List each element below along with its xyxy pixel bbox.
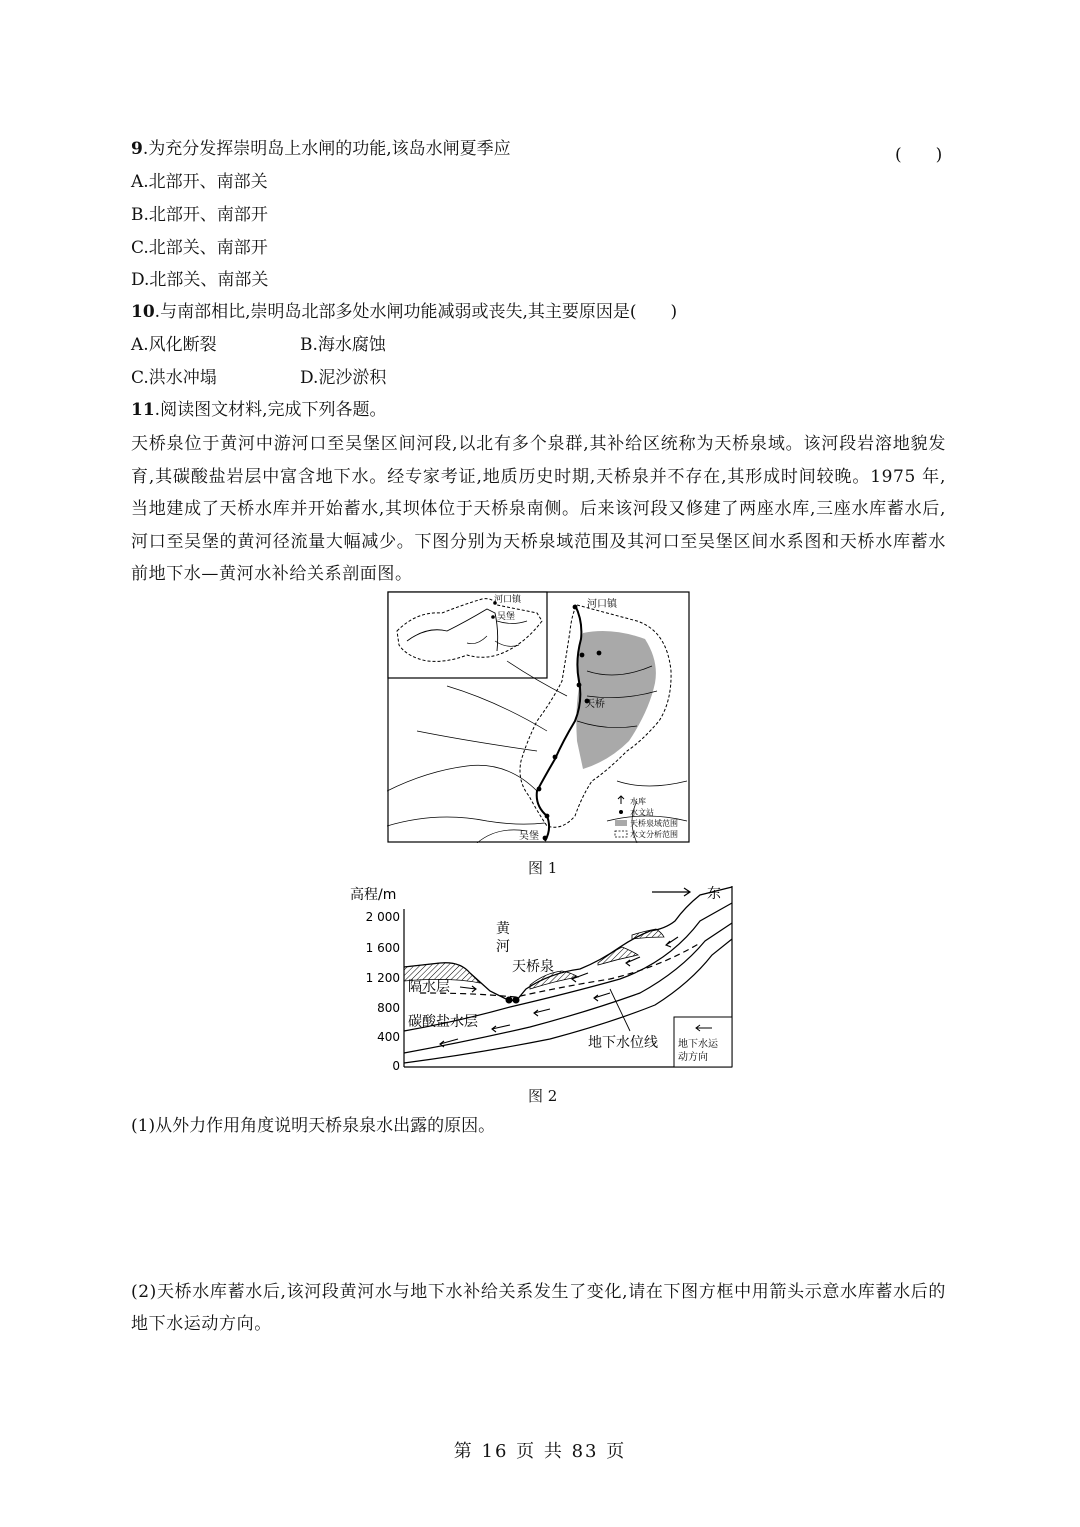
inset-map-frame bbox=[388, 592, 547, 678]
q11-text: .阅读图文材料,完成下列各题。 bbox=[154, 400, 387, 420]
figure-2-caption: 图 2 bbox=[528, 1087, 558, 1105]
q10-option-b: B.海水腐蚀 bbox=[300, 335, 386, 355]
legend-analysis-range: 水文分析范围 bbox=[630, 830, 678, 839]
legend-station: 水文站 bbox=[630, 808, 654, 817]
q10-option-c: C.洪水冲塌 bbox=[131, 368, 217, 388]
ytick-800: 800 bbox=[377, 1001, 400, 1015]
figure-1-map bbox=[387, 591, 690, 843]
label-he: 河 bbox=[496, 939, 510, 955]
legend-spring-domain: 天桥泉域范围 bbox=[630, 819, 678, 828]
label-aquifer: 碳酸盐水层 bbox=[408, 1014, 478, 1030]
label-aquitard: 隔水层 bbox=[408, 979, 450, 995]
fig2-ylabel: 高程/m bbox=[350, 887, 397, 903]
q10-stem bbox=[131, 300, 677, 324]
ytick-400: 400 bbox=[377, 1030, 400, 1044]
fig2-legend-line1: 地下水运 bbox=[678, 1039, 718, 1050]
q11-stem bbox=[131, 398, 386, 422]
q9-answer-paren: ( ) bbox=[895, 145, 943, 165]
label-huang: 黄 bbox=[496, 921, 510, 937]
q11-passage: 天桥泉位于黄河中游河口至吴堡区间河段,以北有多个泉群,其补给区统称为天桥泉域。该河段岩溶地貌发育,其碳酸盐岩层中富含地下水。经专家考证,地质历史时期,天桥泉并不存在,其形成时间较晚。1975 年,当地建成了天桥水库并开始蓄水,其坝体位于天桥泉南侧。后来该河段又修建了两座水库,三座水库蓄水后,河口至吴堡的黄河径流量大幅减少。下图分别为天桥泉域范围及其河口至吴堡区间水系图和天桥水库蓄水前地下水—黄河水补给关系剖面图。 bbox=[131, 434, 946, 584]
inset-label-wubao: 吴堡 bbox=[497, 612, 516, 622]
q9-number: 9 bbox=[131, 139, 143, 159]
inset-label-hekou: 河口镇 bbox=[494, 595, 522, 605]
q10-option-d: D.泥沙淤积 bbox=[300, 368, 387, 388]
page-footer: 第 16 页 共 83 页 bbox=[453, 1441, 627, 1462]
spring-domain-swatch bbox=[615, 820, 627, 826]
q10-number: 10 bbox=[131, 302, 155, 322]
fig2-east-label: 东 bbox=[707, 886, 721, 902]
figure-2-profile bbox=[340, 881, 740, 1073]
station-icon bbox=[619, 810, 623, 814]
q9-text: .为充分发挥崇明岛上水闸的功能,该岛水闸夏季应 bbox=[142, 139, 511, 159]
q10-text: .与南部相比,崇明岛北部多处水闸功能减弱或丧失,其主要原因是( ) bbox=[154, 302, 678, 322]
q11-number: 11 bbox=[131, 400, 155, 420]
q9-option-a: A.北部开、南部关 bbox=[131, 172, 268, 192]
q11-sub2: (2)天桥水库蓄水后,该河段黄河水与地下水补给关系发生了变化,请在下图方框中用箭头示意水库蓄水后的地下水运动方向。 bbox=[131, 1282, 946, 1334]
label-water-table: 地下水位线 bbox=[588, 1035, 658, 1051]
figure-1-caption: 图 1 bbox=[528, 859, 558, 877]
label-tianqiao: 天桥 bbox=[585, 699, 605, 710]
q11-sub1: (1)从外力作用角度说明天桥泉泉水出露的原因。 bbox=[131, 1116, 496, 1136]
ytick-0: 0 bbox=[392, 1059, 400, 1073]
legend-reservoir: 水库 bbox=[630, 797, 646, 806]
q10-option-a: A.风化断裂 bbox=[131, 335, 217, 355]
q9-option-d: D.北部关、南部关 bbox=[131, 270, 269, 290]
ytick-1200: 1 200 bbox=[365, 971, 400, 985]
ytick-1600: 1 600 bbox=[365, 941, 400, 955]
q9-option-c: C.北部关、南部开 bbox=[131, 238, 268, 258]
q9-stem bbox=[131, 137, 511, 161]
east-arrow-icon bbox=[652, 888, 690, 896]
label-spring: 天桥泉 bbox=[512, 959, 554, 975]
label-hekou: 河口镇 bbox=[587, 599, 617, 610]
q9-option-b: B.北部开、南部开 bbox=[131, 205, 268, 225]
label-wubao: 吴堡 bbox=[519, 831, 539, 842]
ytick-2000: 2 000 bbox=[365, 910, 400, 924]
fig2-legend-line2: 动方向 bbox=[678, 1052, 708, 1063]
